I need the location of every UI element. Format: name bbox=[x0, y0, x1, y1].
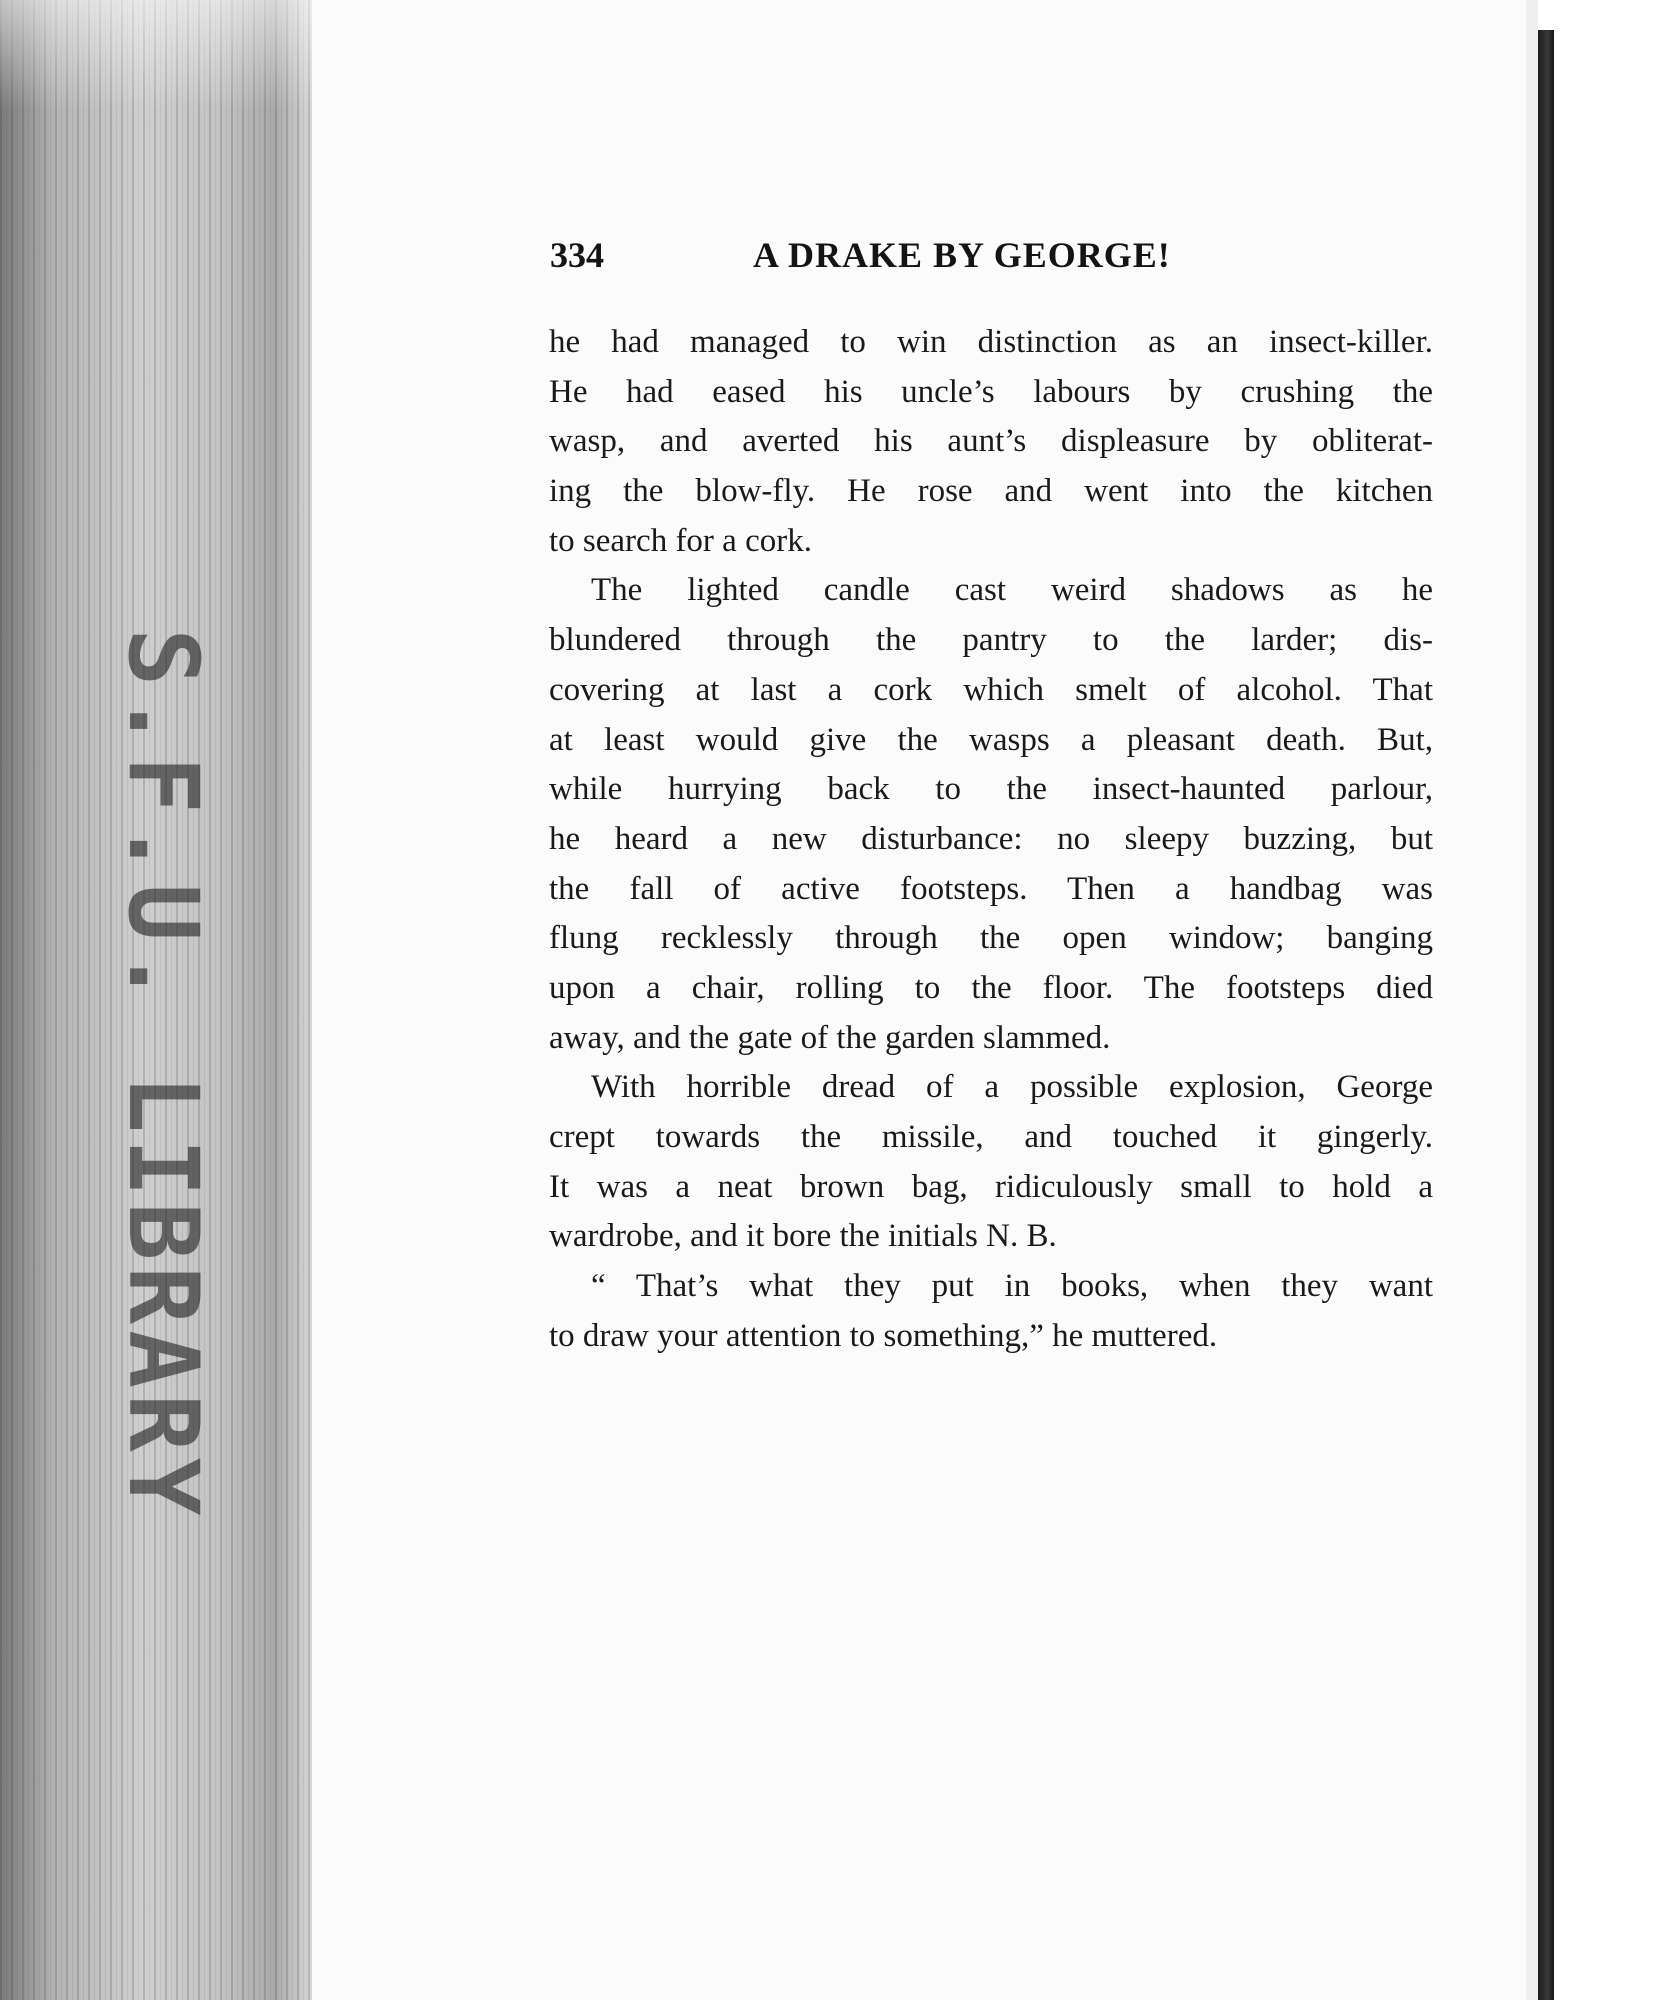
text-line: upon a chair, rolling to the floor. The footsteps died bbox=[549, 969, 1433, 1006]
paragraph bbox=[549, 1063, 1433, 1262]
page-number: 334 bbox=[550, 235, 604, 275]
scan-border bbox=[1554, 0, 1656, 2000]
text-line: It was a neat brown bag, ridiculously small to hold a bbox=[549, 1168, 1433, 1205]
page-header bbox=[550, 234, 1250, 284]
text-line: He had eased his uncle’s labours by crushing the bbox=[549, 373, 1433, 410]
paragraph bbox=[549, 318, 1433, 566]
text-line: blundered through the pantry to the larder; dis- bbox=[549, 622, 1433, 659]
text-line: he heard a new disturbance: no sleepy buzzing, but bbox=[549, 820, 1433, 857]
library-stamp bbox=[107, 628, 219, 1522]
text-line: flung recklessly through the open window; banging bbox=[549, 920, 1433, 957]
paragraph bbox=[549, 1262, 1433, 1361]
page-right-margin bbox=[1526, 0, 1538, 2000]
text-line: while hurrying back to the insect-haunted parlour, bbox=[549, 771, 1433, 808]
paragraph bbox=[549, 566, 1433, 1063]
text-line: wasp, and averted his aunt’s displeasure by obliterat- bbox=[549, 423, 1433, 460]
text-line: wardrobe, and it bore the initials N. B. bbox=[549, 1218, 1057, 1255]
text-line: “ That’s what they put in books, when they want bbox=[591, 1268, 1433, 1305]
text-line: to search for a cork. bbox=[549, 522, 812, 559]
body-text bbox=[549, 318, 1433, 1361]
text-line: at least would give the wasps a pleasant death. But, bbox=[549, 721, 1433, 758]
text-line: he had managed to win distinction as an insect-killer. bbox=[549, 324, 1433, 360]
text-line: The lighted candle cast weird shadows as he bbox=[591, 572, 1433, 609]
book-fore-edge bbox=[0, 0, 312, 2000]
text-line: covering at last a cork which smelt of alcohol. That bbox=[549, 671, 1433, 708]
text-line: With horrible dread of a possible explosion, George bbox=[591, 1069, 1433, 1106]
text-line: ing the blow-fly. He rose and went into the kitchen bbox=[549, 473, 1433, 510]
running-head: A DRAKE BY GEORGE! bbox=[753, 235, 1171, 275]
text-line: crept towards the missile, and touched it gingerly. bbox=[549, 1119, 1433, 1155]
text-line: the fall of active footsteps. Then a handbag was bbox=[549, 870, 1433, 907]
text-line: away, and the gate of the garden slammed. bbox=[549, 1019, 1111, 1056]
text-line: to draw your attention to something,” he muttered. bbox=[549, 1317, 1218, 1354]
library-stamp-text: S.F.U. LIBRARY bbox=[107, 628, 219, 1522]
binding-shadow bbox=[1538, 30, 1554, 2000]
